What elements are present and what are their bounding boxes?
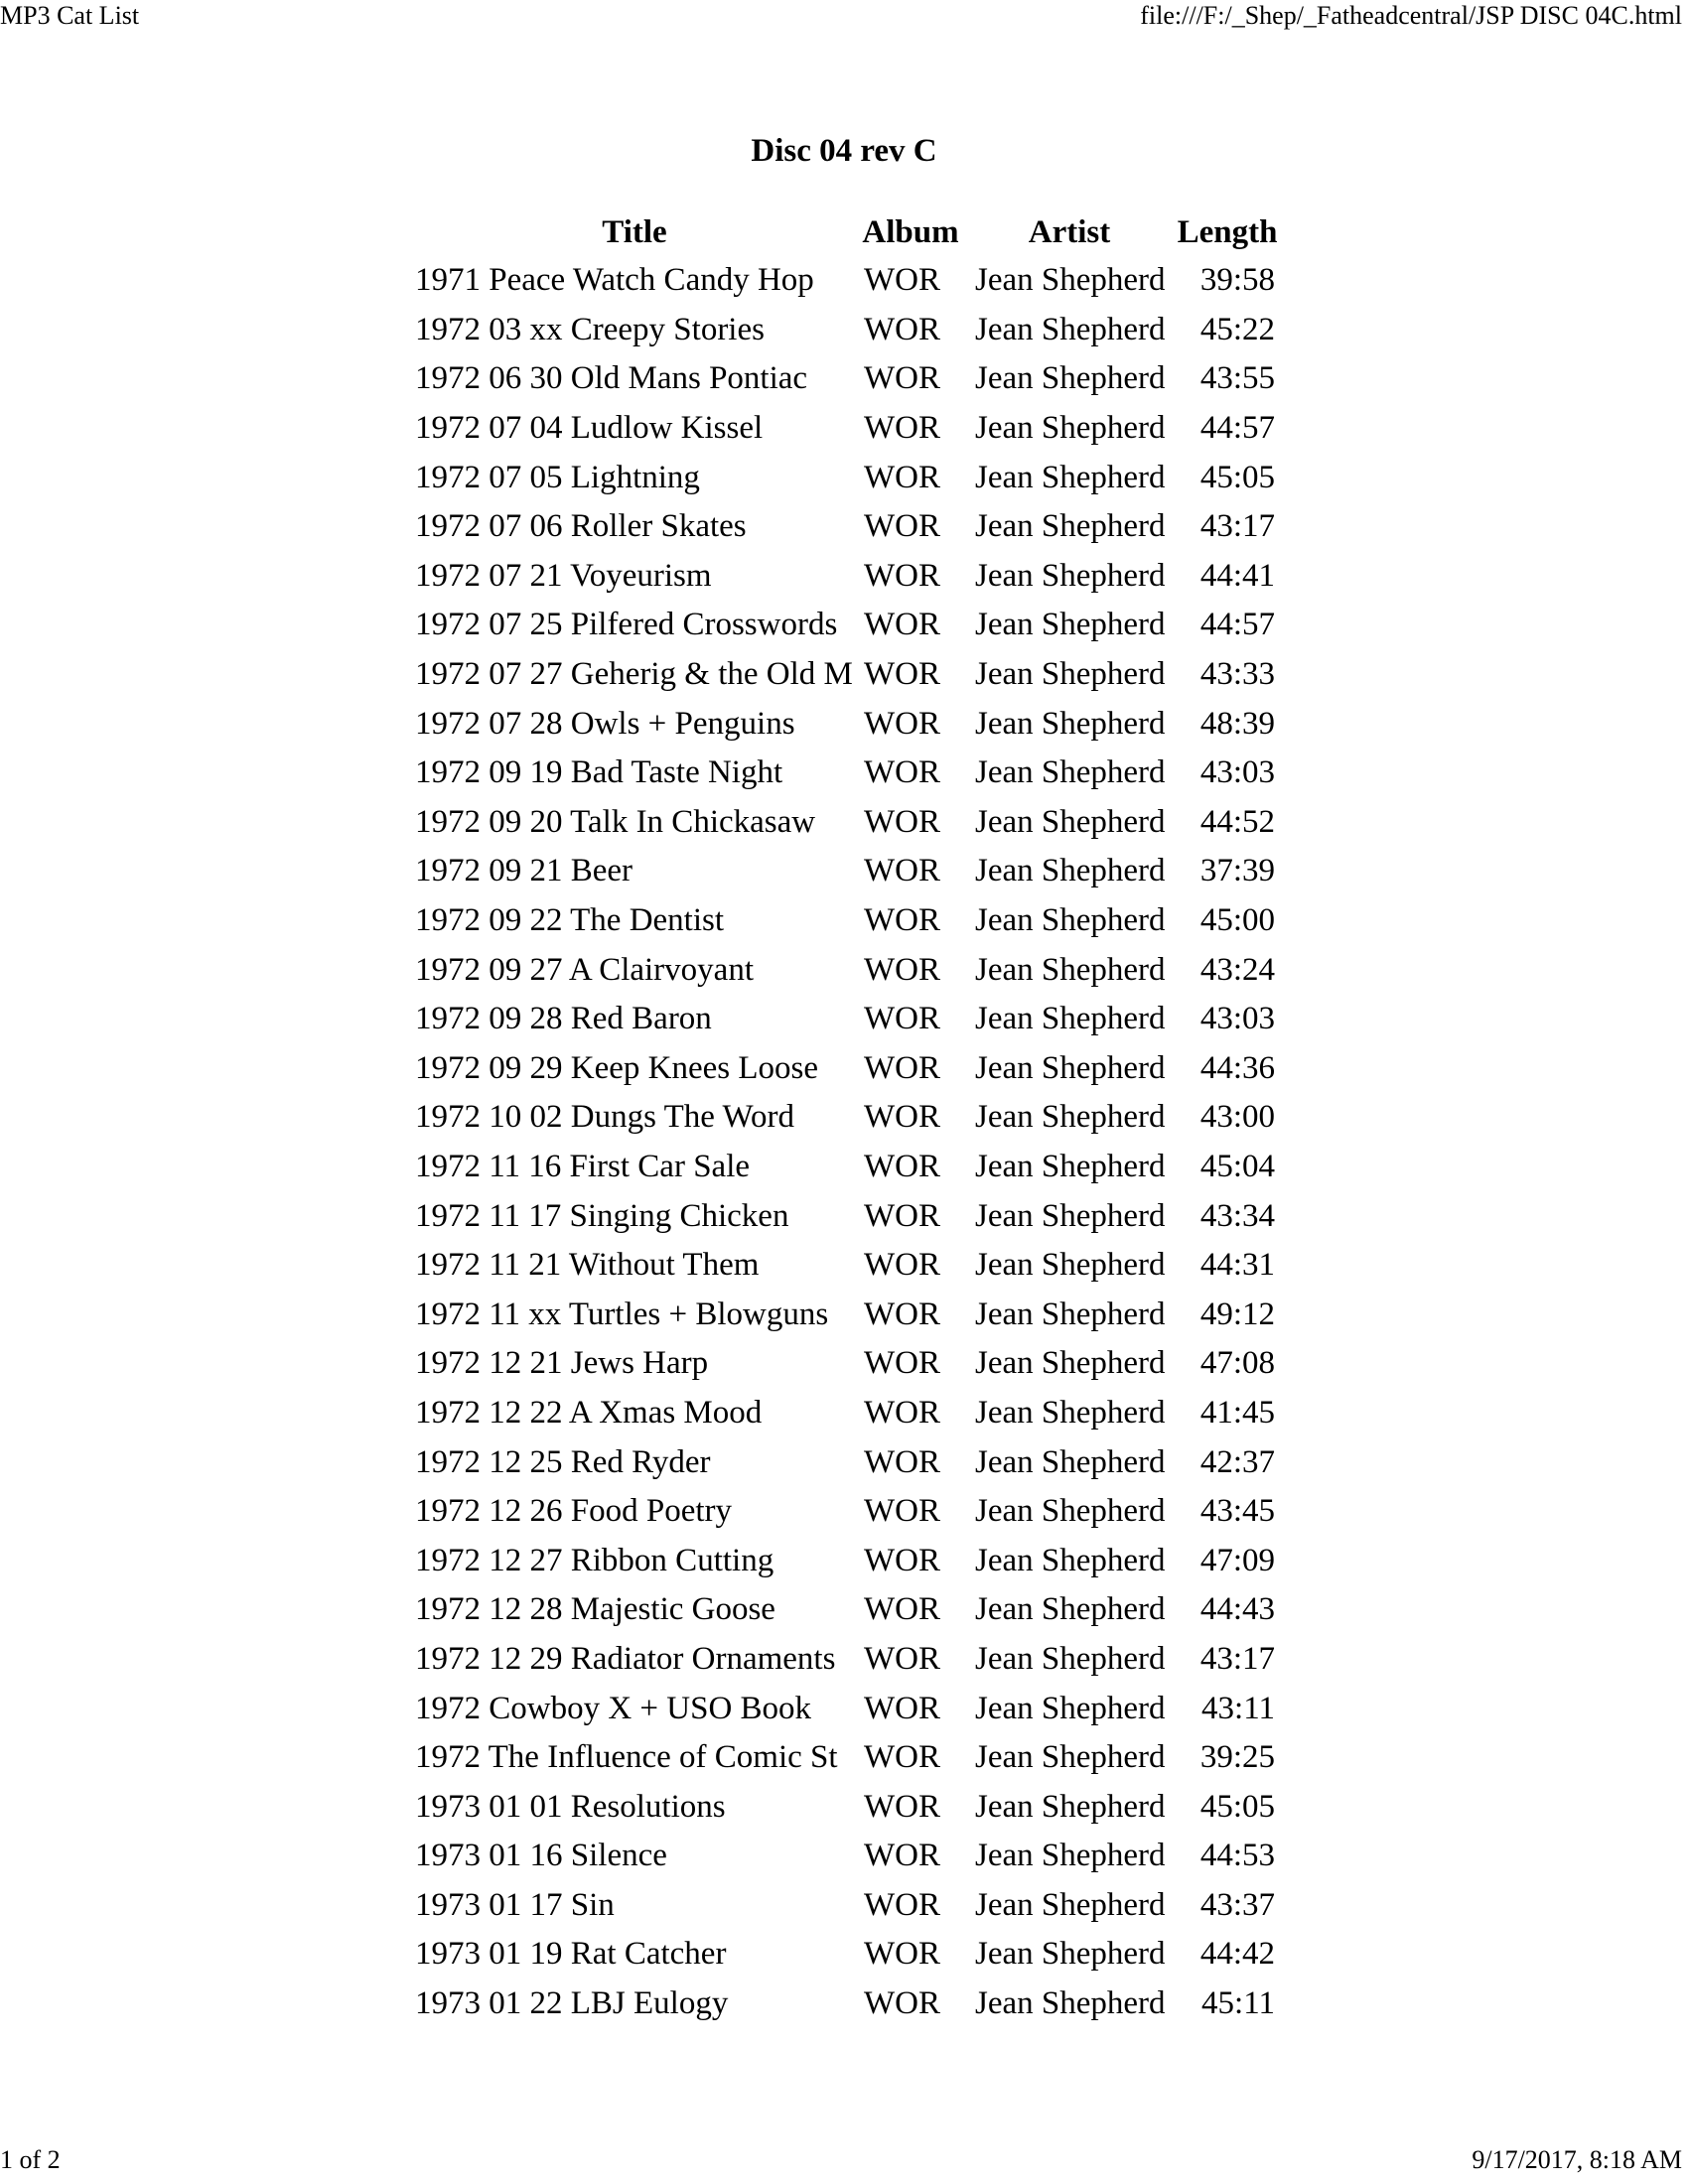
track-length-cell: 44:57 [1199, 410, 1275, 447]
track-length-cell: 48:39 [1199, 705, 1275, 742]
track-table-body [411, 256, 1279, 2028]
track-album-cell: WOR [864, 459, 940, 495]
track-title-cell: 1972 10 02 Dungs The Word [415, 1099, 795, 1136]
track-artist-cell: Jean Shepherd [975, 1493, 1166, 1530]
track-title-cell: 1973 01 01 Resolutions [415, 1788, 726, 1825]
track-length-cell: 43:55 [1199, 360, 1275, 397]
track-album-cell: WOR [864, 410, 940, 447]
track-length-cell: 44:52 [1199, 803, 1275, 840]
track-length-cell: 43:33 [1199, 656, 1275, 693]
track-album-cell: WOR [864, 853, 940, 889]
track-artist-cell: Jean Shepherd [975, 1739, 1166, 1776]
track-artist-cell: Jean Shepherd [975, 1985, 1166, 2022]
table-row [411, 1191, 1279, 1241]
track-length-cell: 43:17 [1199, 1640, 1275, 1677]
track-title-cell: 1973 01 17 Sin [415, 1886, 615, 1923]
page-title [0, 131, 1688, 171]
track-artist-cell: Jean Shepherd [975, 262, 1166, 299]
print-footer-timestamp: 9/17/2017, 8:18 AM [1472, 2145, 1682, 2174]
track-table-header [411, 208, 1279, 256]
table-row [411, 798, 1279, 848]
track-title-cell: 1973 01 19 Rat Catcher [415, 1936, 727, 1973]
table-row [411, 1437, 1279, 1487]
table-row [411, 1733, 1279, 1783]
track-album-cell: WOR [864, 1542, 940, 1578]
track-title-cell: 1972 07 06 Roller Skates [415, 508, 747, 545]
track-artist-cell: Jean Shepherd [975, 705, 1166, 742]
track-length-cell: 44:43 [1199, 1591, 1275, 1628]
column-header-title: Title [602, 213, 667, 250]
track-length-cell: 43:11 [1201, 1690, 1275, 1726]
table-row [411, 404, 1279, 454]
table-row [411, 699, 1279, 749]
track-title-cell: 1972 12 29 Radiator Ornaments [415, 1640, 836, 1677]
track-artist-cell: Jean Shepherd [975, 1296, 1166, 1332]
track-title-cell: 1973 01 22 LBJ Eulogy [415, 1985, 729, 2022]
track-title-cell: 1972 Cowboy X + USO Book [415, 1690, 812, 1726]
track-album-cell: WOR [864, 902, 940, 939]
table-row [411, 256, 1279, 306]
track-album-cell: WOR [864, 262, 940, 299]
track-length-cell: 43:37 [1199, 1886, 1275, 1923]
track-album-cell: WOR [864, 705, 940, 742]
track-title-cell: 1972 11 21 Without Them [415, 1247, 760, 1284]
track-album-cell: WOR [864, 1838, 940, 1874]
track-artist-cell: Jean Shepherd [975, 902, 1166, 939]
track-length-cell: 44:57 [1199, 607, 1275, 643]
track-artist-cell: Jean Shepherd [975, 1788, 1166, 1825]
track-artist-cell: Jean Shepherd [975, 1886, 1166, 1923]
table-row [411, 945, 1279, 995]
track-length-cell: 42:37 [1199, 1443, 1275, 1480]
table-row [411, 650, 1279, 700]
track-album-cell: WOR [864, 1394, 940, 1431]
track-artist-cell: Jean Shepherd [975, 1838, 1166, 1874]
track-album-cell: WOR [864, 1985, 940, 2022]
page-title-text: Disc 04 rev C [751, 133, 937, 169]
track-length-cell: 45:04 [1199, 1148, 1275, 1184]
table-row [411, 1339, 1279, 1389]
table-row [411, 552, 1279, 602]
track-album-cell: WOR [864, 1739, 940, 1776]
table-row [411, 1389, 1279, 1438]
track-album-cell: WOR [864, 508, 940, 545]
track-album-cell: WOR [864, 1247, 940, 1284]
track-artist-cell: Jean Shepherd [975, 1197, 1166, 1234]
table-row [411, 1241, 1279, 1291]
track-title-cell: 1972 09 21 Beer [415, 853, 633, 889]
track-length-cell: 45:05 [1199, 459, 1275, 495]
column-header-album: Album [862, 213, 959, 250]
track-length-cell: 47:08 [1199, 1345, 1275, 1382]
track-artist-cell: Jean Shepherd [975, 1394, 1166, 1431]
track-length-cell: 43:24 [1199, 951, 1275, 988]
table-row [411, 749, 1279, 798]
track-album-cell: WOR [864, 557, 940, 594]
track-title-cell: 1972 09 22 The Dentist [415, 902, 725, 939]
track-album-cell: WOR [864, 656, 940, 693]
track-length-cell: 44:53 [1199, 1838, 1275, 1874]
track-title-cell: 1972 11 17 Singing Chicken [415, 1197, 789, 1234]
track-album-cell: WOR [864, 1001, 940, 1037]
track-title-cell: 1972 12 27 Ribbon Cutting [415, 1542, 774, 1578]
track-artist-cell: Jean Shepherd [975, 1936, 1166, 1973]
track-title-cell: 1972 11 16 First Car Sale [415, 1148, 751, 1184]
track-artist-cell: Jean Shepherd [975, 1542, 1166, 1578]
track-artist-cell: Jean Shepherd [975, 1443, 1166, 1480]
track-length-cell: 44:31 [1199, 1247, 1275, 1284]
track-album-cell: WOR [864, 311, 940, 347]
track-title-cell: 1972 The Influence of Comic St [415, 1739, 838, 1776]
track-title-cell: 1973 01 16 Silence [415, 1838, 667, 1874]
table-row [411, 1684, 1279, 1733]
track-album-cell: WOR [864, 1591, 940, 1628]
track-title-cell: 1972 07 25 Pilfered Crosswords [415, 607, 838, 643]
track-album-cell: WOR [864, 1049, 940, 1086]
table-row [411, 453, 1279, 502]
print-header-file-url: file:///F:/_Shep/_Fatheadcentral/JSP DISC 04C.html [1140, 1, 1682, 30]
track-artist-cell: Jean Shepherd [975, 803, 1166, 840]
track-album-cell: WOR [864, 1197, 940, 1234]
table-row [411, 1782, 1279, 1832]
track-artist-cell: Jean Shepherd [975, 459, 1166, 495]
track-album-cell: WOR [864, 754, 940, 791]
table-row [411, 1635, 1279, 1685]
table-row [411, 306, 1279, 355]
table-row [411, 896, 1279, 946]
track-title-cell: 1972 09 20 Talk In Chickasaw [415, 803, 816, 840]
track-album-cell: WOR [864, 1443, 940, 1480]
table-row [411, 1585, 1279, 1635]
track-length-cell: 43:03 [1199, 754, 1275, 791]
track-artist-cell: Jean Shepherd [975, 360, 1166, 397]
track-album-cell: WOR [864, 1788, 940, 1825]
track-title-cell: 1972 12 26 Food Poetry [415, 1493, 733, 1530]
track-album-cell: WOR [864, 1296, 940, 1332]
table-row [411, 502, 1279, 552]
track-title-cell: 1972 12 25 Red Ryder [415, 1443, 711, 1480]
track-title-cell: 1972 06 30 Old Mans Pontiac [415, 360, 808, 397]
header-row [411, 208, 1279, 256]
track-album-cell: WOR [864, 803, 940, 840]
track-length-cell: 44:36 [1199, 1049, 1275, 1086]
table-row [411, 354, 1279, 404]
track-album-cell: WOR [864, 1936, 940, 1973]
track-length-cell: 45:11 [1201, 1985, 1275, 2022]
track-album-cell: WOR [864, 1099, 940, 1136]
track-album-cell: WOR [864, 1640, 940, 1677]
track-album-cell: WOR [864, 1148, 940, 1184]
track-artist-cell: Jean Shepherd [975, 1247, 1166, 1284]
track-table [411, 208, 1279, 2028]
track-artist-cell: Jean Shepherd [975, 1049, 1166, 1086]
track-length-cell: 43:45 [1199, 1493, 1275, 1530]
track-artist-cell: Jean Shepherd [975, 508, 1166, 545]
track-artist-cell: Jean Shepherd [975, 410, 1166, 447]
track-title-cell: 1972 07 27 Geherig & the Old M [415, 656, 853, 693]
track-title-cell: 1972 07 28 Owls + Penguins [415, 705, 795, 742]
track-length-cell: 45:05 [1199, 1788, 1275, 1825]
track-length-cell: 45:00 [1199, 902, 1275, 939]
track-length-cell: 43:03 [1199, 1001, 1275, 1037]
track-length-cell: 49:12 [1199, 1296, 1275, 1332]
track-artist-cell: Jean Shepherd [975, 557, 1166, 594]
track-artist-cell: Jean Shepherd [975, 1640, 1166, 1677]
track-album-cell: WOR [864, 1886, 940, 1923]
track-artist-cell: Jean Shepherd [975, 1099, 1166, 1136]
track-length-cell: 43:17 [1199, 508, 1275, 545]
table-row [411, 601, 1279, 650]
column-header-length: Length [1177, 213, 1278, 250]
track-length-cell: 47:09 [1199, 1542, 1275, 1578]
track-length-cell: 43:00 [1199, 1099, 1275, 1136]
track-title-cell: 1972 12 22 A Xmas Mood [415, 1394, 763, 1431]
track-artist-cell: Jean Shepherd [975, 1690, 1166, 1726]
track-title-cell: 1972 09 28 Red Baron [415, 1001, 712, 1037]
track-length-cell: 37:39 [1199, 853, 1275, 889]
track-album-cell: WOR [864, 1345, 940, 1382]
column-header-artist: Artist [1028, 213, 1111, 250]
track-artist-cell: Jean Shepherd [975, 1591, 1166, 1628]
table-row [411, 1536, 1279, 1585]
track-length-cell: 39:58 [1199, 262, 1275, 299]
track-album-cell: WOR [864, 951, 940, 988]
table-row [411, 1881, 1279, 1931]
track-artist-cell: Jean Shepherd [975, 1148, 1166, 1184]
track-length-cell: 45:22 [1199, 311, 1275, 347]
track-length-cell: 44:42 [1199, 1936, 1275, 1973]
track-album-cell: WOR [864, 607, 940, 643]
track-length-cell: 44:41 [1199, 557, 1275, 594]
table-row [411, 1093, 1279, 1143]
track-title-cell: 1972 12 21 Jews Harp [415, 1345, 709, 1382]
table-row [411, 1290, 1279, 1339]
table-row [411, 1143, 1279, 1192]
table-row [411, 1979, 1279, 2029]
track-album-cell: WOR [864, 1690, 940, 1726]
track-album-cell: WOR [864, 360, 940, 397]
track-artist-cell: Jean Shepherd [975, 311, 1166, 347]
table-row [411, 1487, 1279, 1537]
table-row [411, 847, 1279, 896]
track-artist-cell: Jean Shepherd [975, 951, 1166, 988]
track-length-cell: 41:45 [1199, 1394, 1275, 1431]
track-title-cell: 1972 11 xx Turtles + Blowguns [415, 1296, 829, 1332]
table-row [411, 1832, 1279, 1881]
track-artist-cell: Jean Shepherd [975, 754, 1166, 791]
track-album-cell: WOR [864, 1493, 940, 1530]
track-title-cell: 1972 03 xx Creepy Stories [415, 311, 765, 347]
track-artist-cell: Jean Shepherd [975, 656, 1166, 693]
track-title-cell: 1972 09 27 A Clairvoyant [415, 951, 754, 988]
track-title-cell: 1972 07 04 Ludlow Kissel [415, 410, 764, 447]
track-title-cell: 1971 Peace Watch Candy Hop [415, 262, 814, 299]
track-title-cell: 1972 12 28 Majestic Goose [415, 1591, 775, 1628]
track-title-cell: 1972 07 05 Lightning [415, 459, 700, 495]
print-header-page-title: MP3 Cat List [0, 1, 140, 30]
print-footer-page-number: 1 of 2 [0, 2145, 61, 2174]
track-artist-cell: Jean Shepherd [975, 1001, 1166, 1037]
track-title-cell: 1972 09 29 Keep Knees Loose [415, 1049, 818, 1086]
track-artist-cell: Jean Shepherd [975, 1345, 1166, 1382]
table-row [411, 1044, 1279, 1094]
track-artist-cell: Jean Shepherd [975, 607, 1166, 643]
track-title-cell: 1972 09 19 Bad Taste Night [415, 754, 783, 791]
track-artist-cell: Jean Shepherd [975, 853, 1166, 889]
table-row [411, 1930, 1279, 1979]
track-length-cell: 43:34 [1199, 1197, 1275, 1234]
table-row [411, 995, 1279, 1044]
track-length-cell: 39:25 [1199, 1739, 1275, 1776]
track-title-cell: 1972 07 21 Voyeurism [415, 557, 712, 594]
